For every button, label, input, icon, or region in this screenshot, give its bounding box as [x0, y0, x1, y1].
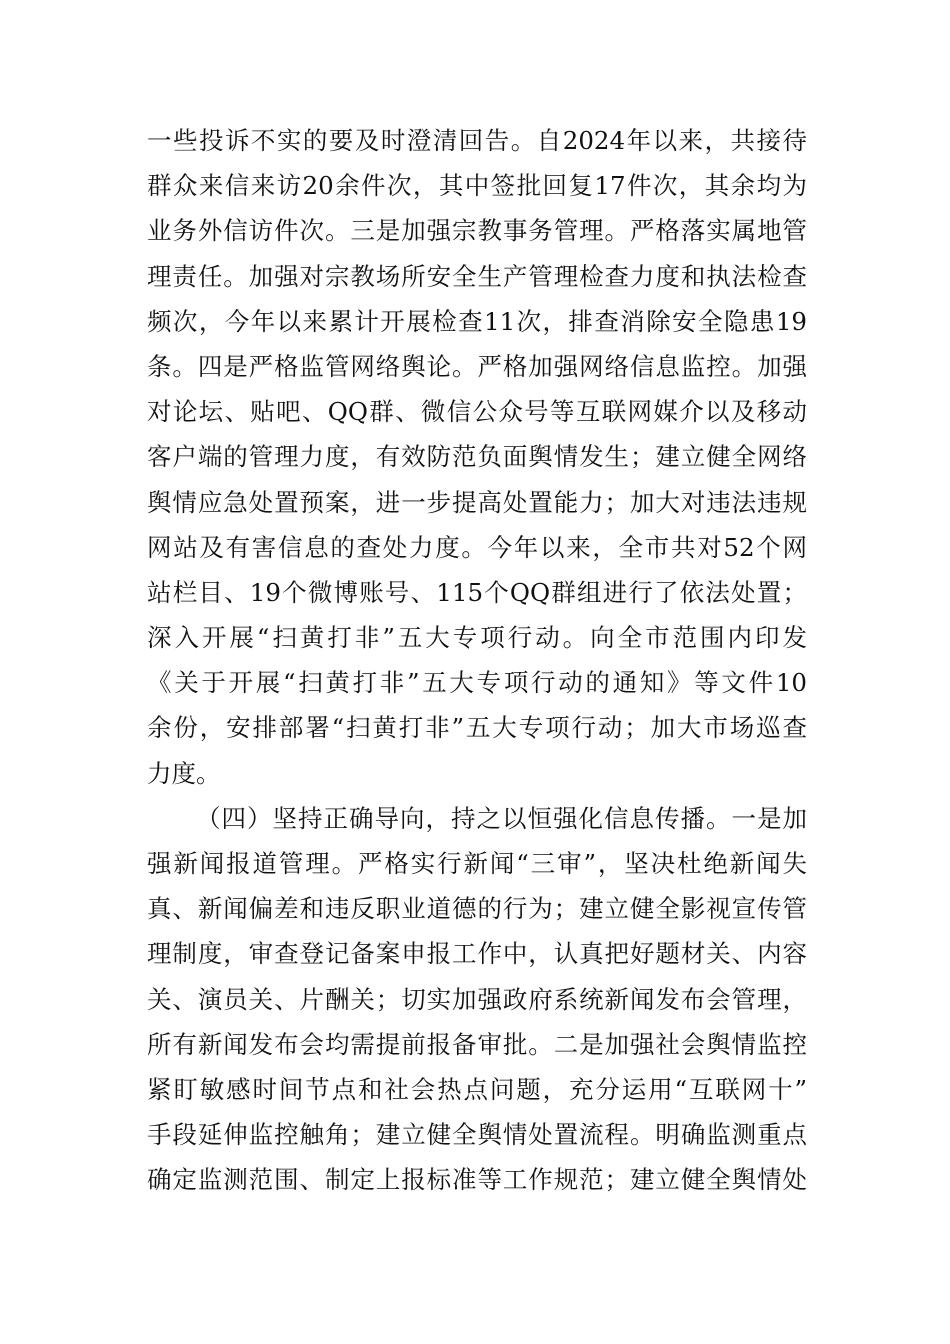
text-line: 理制度，审查登记备案申报工作中，认真把好题材关、内容 — [147, 939, 807, 969]
text-line: 群众来信来访20余件次，其中签批回复17件次，其余均为 — [147, 171, 807, 201]
text-line: 网站及有害信息的查处力度。今年以来，全市共对52个网 — [147, 532, 807, 562]
text-line: 紧盯敏感时间节点和社会热点问题，充分运用“互联网十” — [147, 1074, 807, 1104]
text-line: 力度。 — [147, 758, 221, 788]
text-line: 手段延伸监控触角；建立健全舆情处置流程。明确监测重点 — [147, 1120, 807, 1150]
text-line: 条。四是严格监管网络舆论。严格加强网络信息监控。加强 — [147, 351, 807, 381]
text-line: 站栏目、19个微博账号、115个QQ群组进行了依法处置； — [147, 577, 807, 607]
body-text — [147, 118, 807, 1203]
text-line: 深入开展“扫黄打非”五大专项行动。向全市范围内印发 — [147, 623, 807, 653]
text-line: 关、演员关、片酬关；切实加强政府系统新闻发布会管理， — [147, 984, 807, 1014]
paragraph-2 — [147, 796, 807, 1203]
text-line: 业务外信访件次。三是加强宗教事务管理。严格落实属地管 — [147, 216, 807, 246]
text-line: 对论坛、贴吧、QQ群、微信公众号等互联网媒介以及移动 — [147, 397, 807, 427]
text-line: 所有新闻发布会均需提前报备审批。二是加强社会舆情监控 — [147, 1029, 807, 1059]
text-line: 余份，安排部署“扫黄打非”五大专项行动；加大市场巡查 — [147, 713, 807, 743]
text-line: 确定监测范围、制定上报标准等工作规范；建立健全舆情处 — [147, 1165, 807, 1195]
text-line: 频次，今年以来累计开展检查11次，排查消除安全隐患19 — [147, 306, 807, 336]
text-line: 理责任。加强对宗教场所安全生产管理检查力度和执法检查 — [147, 261, 807, 291]
text-line: 舆情应急处置预案，进一步提高处置能力；加大对违法违规 — [147, 487, 807, 517]
text-line: 强新闻报道管理。严格实行新闻“三审”，坚决杜绝新闻失 — [147, 849, 807, 878]
text-line: 一些投诉不实的要及时澄清回告。自2024年以来，共接待 — [147, 126, 807, 155]
text-line: 《关于开展“扫黄打非”五大专项行动的通知》等文件10 — [147, 668, 807, 698]
section-heading-line: （四）坚持正确导向，持之以恒强化信息传播。一是加 — [196, 803, 807, 833]
text-line: 客户端的管理力度，有效防范负面舆情发生；建立健全网络 — [147, 442, 807, 472]
text-line: 真、新闻偏差和违反职业道德的行为；建立健全影视宣传管 — [147, 894, 807, 924]
paragraph-1 — [147, 118, 807, 796]
